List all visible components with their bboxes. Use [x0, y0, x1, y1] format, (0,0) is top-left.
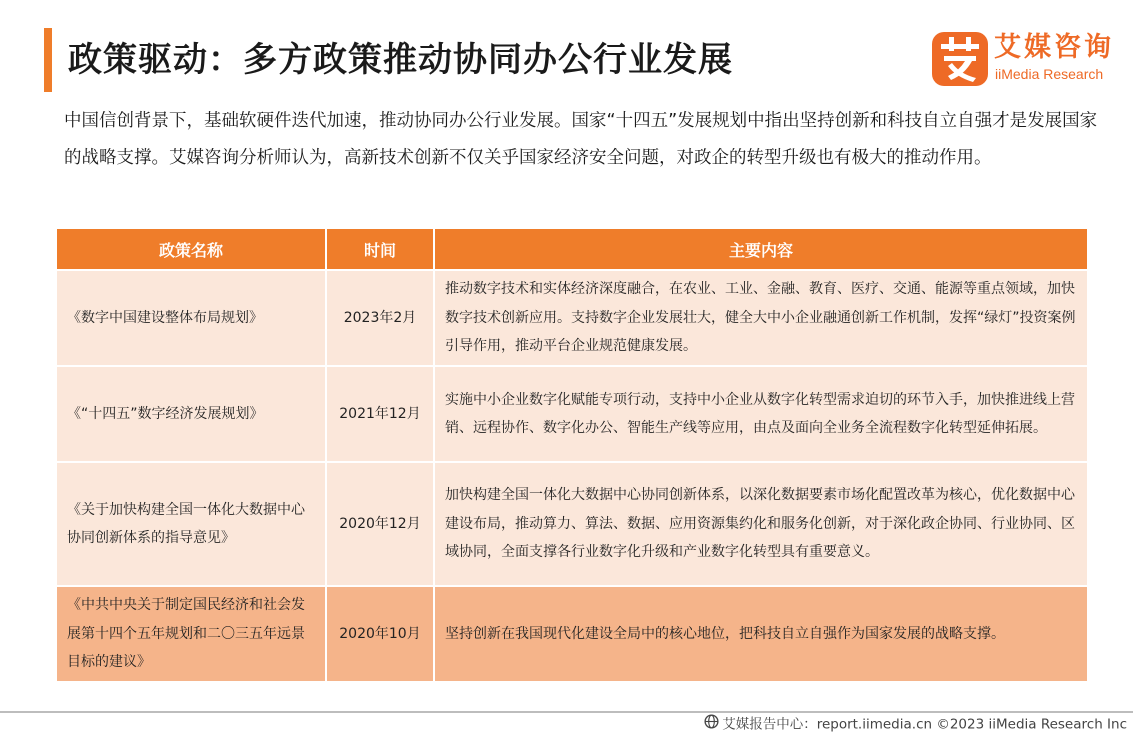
policy-time-cell: 2020年12月 — [326, 462, 434, 586]
intro-paragraph: 中国信创背景下，基础软硬件迭代加速，推动协同办公行业发展。国家“十四五”发展规划中指出坚持创新和科技自立自强才是发展国家的战略支撑。艾媒咨询分析师认为，高新技术创新不仅关乎国家经济安全问题，对政企的转型升级也有极大的推动作用。 — [64, 111, 1098, 168]
header-policy-name: 政策名称 — [56, 229, 326, 270]
page-title: 政策驱动：多方政策推动协同办公行业发展 — [68, 40, 733, 80]
footer-text: 艾媒报告中心：report.iimedia.cn ©2023 iiMedia Research Inc — [722, 716, 1127, 733]
footer — [704, 714, 1127, 734]
policy-time-cell: 2020年10月 — [326, 586, 434, 682]
header-content: 主要内容 — [434, 229, 1088, 270]
policy-name-cell: 《中共中央关于制定国民经济和社会发展第十四个五年规划和二〇三五年远景目标的建议》 — [56, 586, 326, 682]
policy-content-cell: 推动数字技术和实体经济深度融合，在农业、工业、金融、教育、医疗、交通、能源等重点领域，加快数字技术创新应用。支持数字企业发展壮大，健全大中小企业融通创新工作机制，发挥“绿灯”投资案例引导作用，推动平台企业规范健康发展。 — [434, 270, 1088, 366]
policy-time-cell: 2023年2月 — [326, 270, 434, 366]
footer-divider — [0, 711, 1133, 713]
brand-logo — [932, 32, 1122, 88]
policy-time-cell: 2021年12月 — [326, 366, 434, 462]
table-row — [56, 462, 1088, 586]
table-row — [56, 586, 1088, 682]
policy-name-cell: 《数字中国建设整体布局规划》 — [56, 270, 326, 366]
header-time: 时间 — [326, 229, 434, 270]
table-header-row — [56, 229, 1088, 270]
policy-name-cell: 《“十四五”数字经济发展规划》 — [56, 366, 326, 462]
policy-table — [55, 229, 1089, 683]
policy-content-cell: 坚持创新在我国现代化建设全局中的核心地位，把科技自立自强作为国家发展的战略支撑。 — [434, 586, 1088, 682]
title-accent-bar — [44, 28, 52, 92]
table-row — [56, 270, 1088, 366]
table-row — [56, 366, 1088, 462]
policy-content-cell: 加快构建全国一体化大数据中心协同创新体系，以深化数据要素市场化配置改革为核心，优化数据中心建设布局，推动算力、算法、数据、应用资源集约化和服务化创新，对于深化政企协同、行业协同、区域协同，全面支撑各行业数字化升级和产业数字化转型具有重要意义。 — [434, 462, 1088, 586]
policy-name-cell: 《关于加快构建全国一体化大数据中心协同创新体系的指导意见》 — [56, 462, 326, 586]
logo-name: 艾媒咨询 — [994, 32, 1114, 63]
globe-icon — [704, 714, 719, 735]
logo-mark-icon — [932, 32, 988, 86]
logo-subtitle: iiMedia Research — [995, 66, 1104, 82]
policy-content-cell: 实施中小企业数字化赋能专项行动，支持中小企业从数字化转型需求迫切的环节入手，加快推进线上营销、远程协作、数字化办公、智能生产线等应用，由点及面向全业务全流程数字化转型延伸拓展。 — [434, 366, 1088, 462]
